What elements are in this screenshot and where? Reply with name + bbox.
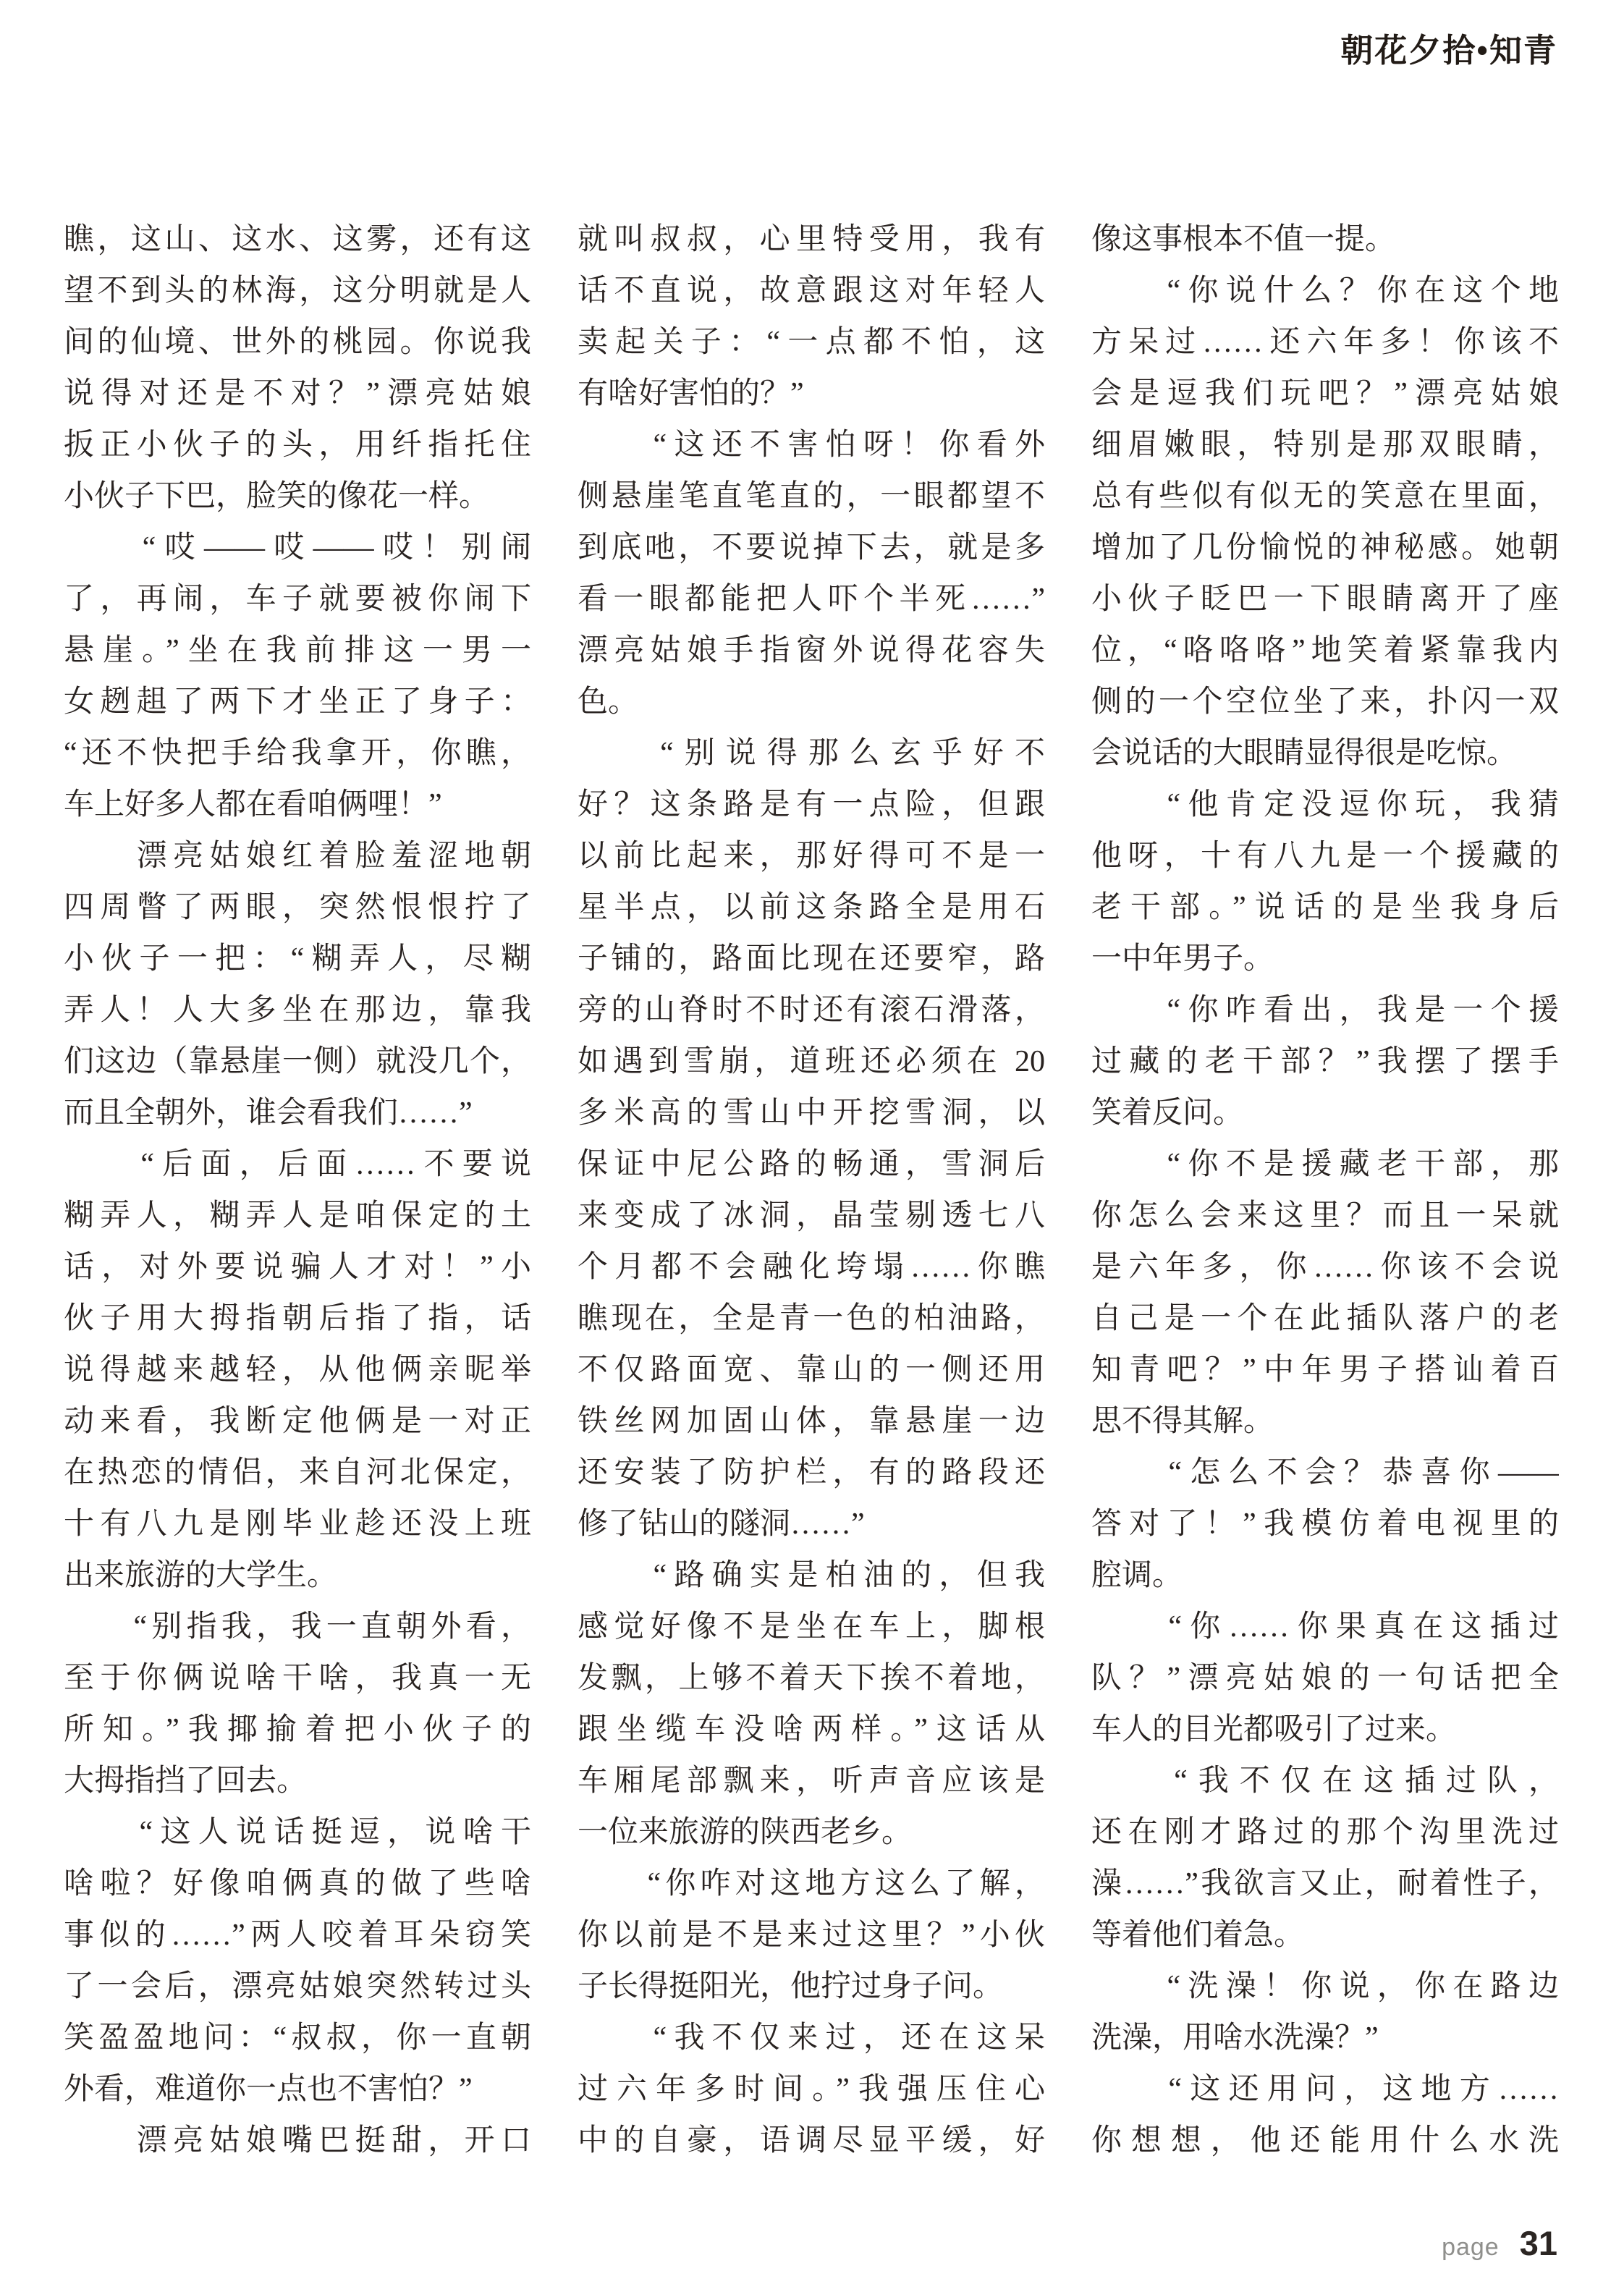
text-line: 话不直说，故意跟这对年轻人 xyxy=(578,274,1045,308)
text-line: 方呆过……还六年多！你该不 xyxy=(1091,326,1559,359)
text-line: 小伙子下巴，脸笑的像花一样。 xyxy=(64,480,490,513)
text-line: 子长得挺阳光，他拧过身子问。 xyxy=(578,1970,1004,2003)
text-line: 说得越来越轻，从他俩亲昵举 xyxy=(64,1353,531,1387)
text-line: 增加了几份愉悦的神秘感。她朝 xyxy=(1091,531,1559,564)
text-line: 在热恋的情侣，来自河北保定， xyxy=(64,1456,531,1489)
text-line: 你怎么会来这里？而且一呆就 xyxy=(1091,1199,1559,1232)
text-line: 卖起关子：“一点都不怕，这 xyxy=(578,326,1045,359)
text-column-1 xyxy=(64,214,531,2167)
page-header-title: 朝花夕拾•知青 xyxy=(1340,33,1557,69)
text-line: 多米高的雪山中开挖雪洞，以 xyxy=(578,1096,1045,1130)
text-columns xyxy=(64,214,1559,2167)
text-line: 思不得其解。 xyxy=(1091,1405,1274,1438)
text-line: “你咋对这地方这么了解， xyxy=(578,1867,1045,1900)
text-line: 知青吧？”中年男子搭讪着百 xyxy=(1091,1353,1559,1387)
text-line: 笑盈盈地问：“叔叔，你一直朝 xyxy=(64,2021,531,2055)
text-line: 所知。”我揶揄着把小伙子的 xyxy=(64,1713,531,1746)
text-line: 腔调。 xyxy=(1091,1559,1183,1592)
text-line: “你……你果真在这插过 xyxy=(1091,1610,1559,1644)
text-line: “怎么不会？恭喜你—— xyxy=(1091,1456,1559,1489)
text-line: 星半点，以前这条路全是用石 xyxy=(578,891,1045,924)
text-line: 一中年男子。 xyxy=(1091,942,1274,976)
text-line: 瞧现在，全是青一色的柏油路， xyxy=(578,1302,1045,1335)
text-line: 总有些似有似无的笑意在里面， xyxy=(1091,480,1559,513)
text-line: 自己是一个在此插队落户的老 xyxy=(1091,1302,1559,1335)
text-line: 修了钻山的隧洞……” xyxy=(578,1507,865,1541)
text-line: 至于你俩说啥干啥，我真一无 xyxy=(64,1662,531,1695)
text-line: 间的仙境、世外的桃园。你说我 xyxy=(64,326,531,359)
text-line: 了，再闹，车子就要被你闹下 xyxy=(64,583,531,616)
text-line: “他肯定没逗你玩，我猜 xyxy=(1091,788,1559,821)
text-line: 扳正小伙子的头，用纤指托住 xyxy=(64,428,531,462)
text-line: 车人的目光都吸引了过来。 xyxy=(1091,1713,1457,1746)
text-line: 发飘，上够不着天下挨不着地， xyxy=(578,1662,1045,1695)
text-line: “还不快把手给我拿开，你瞧， xyxy=(64,737,531,770)
text-line: “你咋看出，我是一个援 xyxy=(1091,994,1559,1027)
footer-page-label: page xyxy=(1442,2233,1500,2261)
text-line: 伙子用大拇指朝后指了指，话 xyxy=(64,1302,531,1335)
text-line: 子铺的，路面比现在还要窄，路 xyxy=(578,942,1045,976)
text-line: 漂亮姑娘手指窗外说得花容失 xyxy=(578,634,1045,667)
text-line: “这还不害怕呀！你看外 xyxy=(578,428,1045,462)
text-line: 会说话的大眼睛显得很是吃惊。 xyxy=(1091,737,1518,770)
text-line: 如遇到雪崩，道班还必须在 20 xyxy=(578,1045,1045,1078)
text-line: 话，对外要说骗人才对！”小 xyxy=(64,1251,531,1284)
text-line: “我不仅来过，还在这呆 xyxy=(578,2021,1045,2055)
text-line: 说得对还是不对？”漂亮姑娘 xyxy=(64,377,531,410)
text-line: 铁丝网加固山体，靠悬崖一边 xyxy=(578,1405,1045,1438)
text-line: 外看，难道你一点也不害怕？” xyxy=(64,2073,473,2106)
text-line: 弄人！人大多坐在那边，靠我 xyxy=(64,994,531,1027)
text-line: 啥啦？好像咱俩真的做了些啥 xyxy=(64,1867,531,1900)
text-line: 过藏的老干部？”我摆了摆手 xyxy=(1091,1045,1559,1078)
text-line: 洗澡，用啥水洗澡？” xyxy=(1091,2021,1379,2055)
text-line: 一位来旅游的陕西老乡。 xyxy=(578,1816,913,1849)
text-line: 糊弄人，糊弄人是咱保定的土 xyxy=(64,1199,531,1232)
text-line: 你以前是不是来过这里？”小伙 xyxy=(578,1919,1045,1952)
text-line: 是六年多，你……你该不会说 xyxy=(1091,1251,1559,1284)
text-line: 好？这条路是有一点险，但跟 xyxy=(578,788,1045,821)
text-line: 老干部。”说话的是坐我身后 xyxy=(1091,891,1559,924)
text-line: 个月都不会融化垮塌……你瞧 xyxy=(578,1251,1045,1284)
text-line: 侧的一个空位坐了来，扑闪一双 xyxy=(1091,685,1559,719)
text-line: 中的自豪，语调尽显平缓，好 xyxy=(578,2124,1045,2157)
text-line: “路确实是柏油的，但我 xyxy=(578,1559,1045,1592)
text-line: 答对了！”我模仿着电视里的 xyxy=(1091,1507,1559,1541)
text-line: 澡……”我欲言又止，耐着性子， xyxy=(1091,1867,1559,1900)
text-line: 会是逗我们玩吧？”漂亮姑娘 xyxy=(1091,377,1559,410)
text-line: 了一会后，漂亮姑娘突然转过头 xyxy=(64,1970,531,2003)
text-line: 就叫叔叔，心里特受用，我有 xyxy=(578,223,1045,256)
text-line: 动来看，我断定他俩是一对正 xyxy=(64,1405,531,1438)
text-line: 来变成了冰洞，晶莹剔透七八 xyxy=(578,1199,1045,1232)
text-line: 漂亮姑娘红着脸羞涩地朝 xyxy=(64,840,531,873)
text-line: 小伙子眨巴一下眼睛离开了座 xyxy=(1091,583,1559,616)
text-line: “别指我，我一直朝外看， xyxy=(64,1610,531,1644)
text-line: 们这边（靠悬崖一侧）就没几个， xyxy=(64,1045,531,1078)
text-line: 出来旅游的大学生。 xyxy=(64,1559,338,1592)
text-line: 车上好多人都在看咱俩哩！” xyxy=(64,788,442,821)
text-line: 他呀，十有八九是一个援藏的 xyxy=(1091,840,1559,873)
text-line: 还安装了防护栏，有的路段还 xyxy=(578,1456,1045,1489)
text-line: “这人说话挺逗，说啥干 xyxy=(64,1816,531,1849)
text-line: 望不到头的林海，这分明就是人 xyxy=(64,274,531,308)
page-footer xyxy=(1442,2223,1557,2263)
text-line: 到底吔，不要说掉下去，就是多 xyxy=(578,531,1045,564)
text-column-3 xyxy=(1091,214,1559,2167)
text-line: 旁的山脊时不时还有滚石滑落， xyxy=(578,994,1045,1027)
text-line: 大拇指挡了回去。 xyxy=(64,1764,308,1798)
text-line: 位，“咯咯咯”地笑着紧靠我内 xyxy=(1091,634,1559,667)
text-line: “洗澡！你说，你在路边 xyxy=(1091,1970,1559,2003)
text-line: 漂亮姑娘嘴巴挺甜，开口 xyxy=(64,2124,531,2157)
text-line: 你想想，他还能用什么水洗 xyxy=(1091,2124,1559,2157)
text-line: 女趔趄了两下才坐正了身子： xyxy=(64,685,531,719)
text-line: 像这事根本不值一提。 xyxy=(1091,223,1396,256)
text-line: 保证中尼公路的畅通，雪洞后 xyxy=(578,1148,1045,1181)
text-line: 悬崖。”坐在我前排这一男一 xyxy=(64,634,531,667)
text-line: 感觉好像不是坐在车上，脚根 xyxy=(578,1610,1045,1644)
text-line: “你不是援藏老干部，那 xyxy=(1091,1148,1559,1181)
text-line: 过六年多时间。”我强压住心 xyxy=(578,2073,1045,2106)
text-line: “别说得那么玄乎好不 xyxy=(578,737,1045,770)
text-line: 事似的……”两人咬着耳朵窃笑 xyxy=(64,1919,531,1952)
text-line: 车厢尾部飘来，听声音应该是 xyxy=(578,1764,1045,1798)
text-line: “哎——哎——哎！别闹 xyxy=(64,531,531,564)
text-line: “后面，后面……不要说 xyxy=(64,1148,531,1181)
text-column-2 xyxy=(578,214,1045,2167)
text-line: 笑着反问。 xyxy=(1091,1096,1244,1130)
text-line: 瞧，这山、这水、这雾，还有这 xyxy=(64,223,531,256)
text-line: 跟坐缆车没啥两样。”这话从 xyxy=(578,1713,1045,1746)
text-line: 细眉嫩眼，特别是那双眼睛， xyxy=(1091,428,1559,462)
text-line: 以前比起来，那好得可不是一 xyxy=(578,840,1045,873)
footer-page-number: 31 xyxy=(1519,2224,1557,2262)
text-line: “你说什么？你在这个地 xyxy=(1091,274,1559,308)
text-line: 不仅路面宽、靠山的一侧还用 xyxy=(578,1353,1045,1387)
text-line: 有啥好害怕的？” xyxy=(578,377,804,410)
text-line: 队？”漂亮姑娘的一句话把全 xyxy=(1091,1662,1559,1695)
text-line: “我不仅在这插过队， xyxy=(1091,1764,1559,1798)
text-line: 还在刚才路过的那个沟里洗过 xyxy=(1091,1816,1559,1849)
text-line: 看一眼都能把人吓个半死……” xyxy=(578,583,1045,616)
text-line: 十有八九是刚毕业趁还没上班 xyxy=(64,1507,531,1541)
text-line: 侧悬崖笔直笔直的，一眼都望不 xyxy=(578,480,1045,513)
text-line: “这还用问，这地方…… xyxy=(1091,2073,1559,2106)
text-line: 色。 xyxy=(578,685,639,719)
text-line: 四周瞥了两眼，突然恨恨拧了 xyxy=(64,891,531,924)
text-line: 等着他们着急。 xyxy=(1091,1919,1305,1952)
text-line: 而且全朝外，谁会看我们……” xyxy=(64,1096,473,1130)
text-line: 小伙子一把：“糊弄人，尽糊 xyxy=(64,942,531,976)
